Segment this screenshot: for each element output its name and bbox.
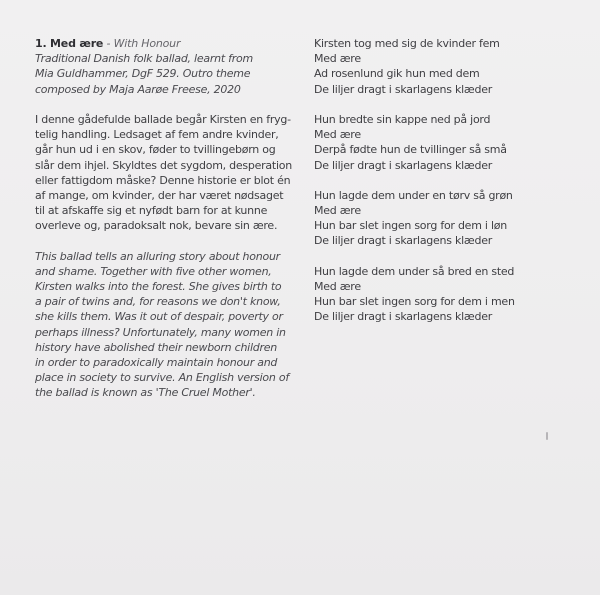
description-line: history have abolished their newborn children <box>35 340 278 354</box>
lyric-line: De liljer dragt i skarlagens klæder <box>314 310 493 324</box>
description-line: in order to paradoxically maintain honour and <box>35 355 278 369</box>
credit-line: Mia Guldhammer, DgF 529. Outro theme <box>35 67 251 81</box>
lyric-line: Hun lagde dem under så bred en sted <box>314 264 515 278</box>
lyrics-verse-4 <box>314 264 579 325</box>
lyric-refrain: Med ære <box>314 204 361 218</box>
left-column <box>35 36 297 401</box>
description-line: the ballad is known as 'The Cruel Mother'. <box>35 386 256 400</box>
lyrics-verse-1 <box>314 36 579 97</box>
title-separator: - <box>103 37 114 50</box>
lyric-line: Derpå fødte hun de tvillinger så små <box>314 143 507 157</box>
paper-speck <box>546 432 548 440</box>
description-line: til at afskaffe sig et nyfødt barn for at kunne <box>35 204 268 218</box>
description-line: slår dem ihjel. Skyldtes det sygdom, desperation <box>35 158 292 172</box>
lyric-refrain: Med ære <box>314 52 361 66</box>
spacer <box>314 173 579 188</box>
track-title: 1. Med ære <box>35 37 104 50</box>
lyric-line: Hun bar slet ingen sorg for dem i men <box>314 295 515 309</box>
lyric-line: Hun bar slet ingen sorg for dem i løn <box>314 219 507 233</box>
description-line: place in society to survive. An English version of <box>35 371 289 385</box>
credit-line: Traditional Danish folk ballad, learnt from <box>35 52 254 66</box>
lyric-line: Hun lagde dem under en tørv så grøn <box>314 188 513 202</box>
lyric-line: Ad rosenlund gik hun med dem <box>314 67 480 81</box>
credit-line: composed by Maja Aarøe Freese, 2020 <box>35 82 241 96</box>
credits <box>35 51 297 97</box>
description-line: perhaps illness? Unfortunately, many women in <box>35 325 286 339</box>
danish-description <box>35 112 297 234</box>
lyrics-column <box>314 36 579 325</box>
track-heading <box>35 36 297 51</box>
track-english-title: With Honour <box>113 37 181 50</box>
lyric-line: Kirsten tog med sig de kvinder fem <box>314 37 500 50</box>
spacer <box>314 249 579 264</box>
description-line: a pair of twins and, for reasons we don't know, <box>35 295 281 309</box>
description-line: she kills them. Was it out of despair, poverty or <box>35 310 283 324</box>
lyric-line: De liljer dragt i skarlagens klæder <box>314 234 493 248</box>
description-line: overleve og, paradoksalt nok, bevare sin ære. <box>35 219 278 233</box>
description-line: eller fattigdom måske? Denne historie er blot én <box>35 173 291 187</box>
spacer <box>314 97 579 112</box>
description-line: telig handling. Ledsaget af fem andre kvinder, <box>35 128 279 142</box>
description-line: Kirsten walks into the forest. She gives birth to <box>35 280 282 293</box>
english-description <box>35 249 297 401</box>
description-line: går hun ud i en skov, føder to tvillingebørn og <box>35 143 276 157</box>
spacer <box>35 97 297 112</box>
description-line: I denne gådefulde ballade begår Kirsten en fryg- <box>35 112 291 126</box>
lyric-line: De liljer dragt i skarlagens klæder <box>314 158 493 172</box>
lyric-refrain: Med ære <box>314 128 361 142</box>
lyric-line: De liljer dragt i skarlagens klæder <box>314 82 493 96</box>
lyrics-verse-3 <box>314 188 579 249</box>
lyric-line: Hun bredte sin kappe ned på jord <box>314 112 491 126</box>
lyric-refrain: Med ære <box>314 280 361 293</box>
lyrics-verse-2 <box>314 112 579 173</box>
spacer <box>35 233 297 248</box>
description-line: This ballad tells an alluring story about honour <box>35 249 280 263</box>
description-line: af mange, om kvinder, der har været nødsaget <box>35 188 284 202</box>
description-line: and shame. Together with five other women, <box>35 264 272 278</box>
